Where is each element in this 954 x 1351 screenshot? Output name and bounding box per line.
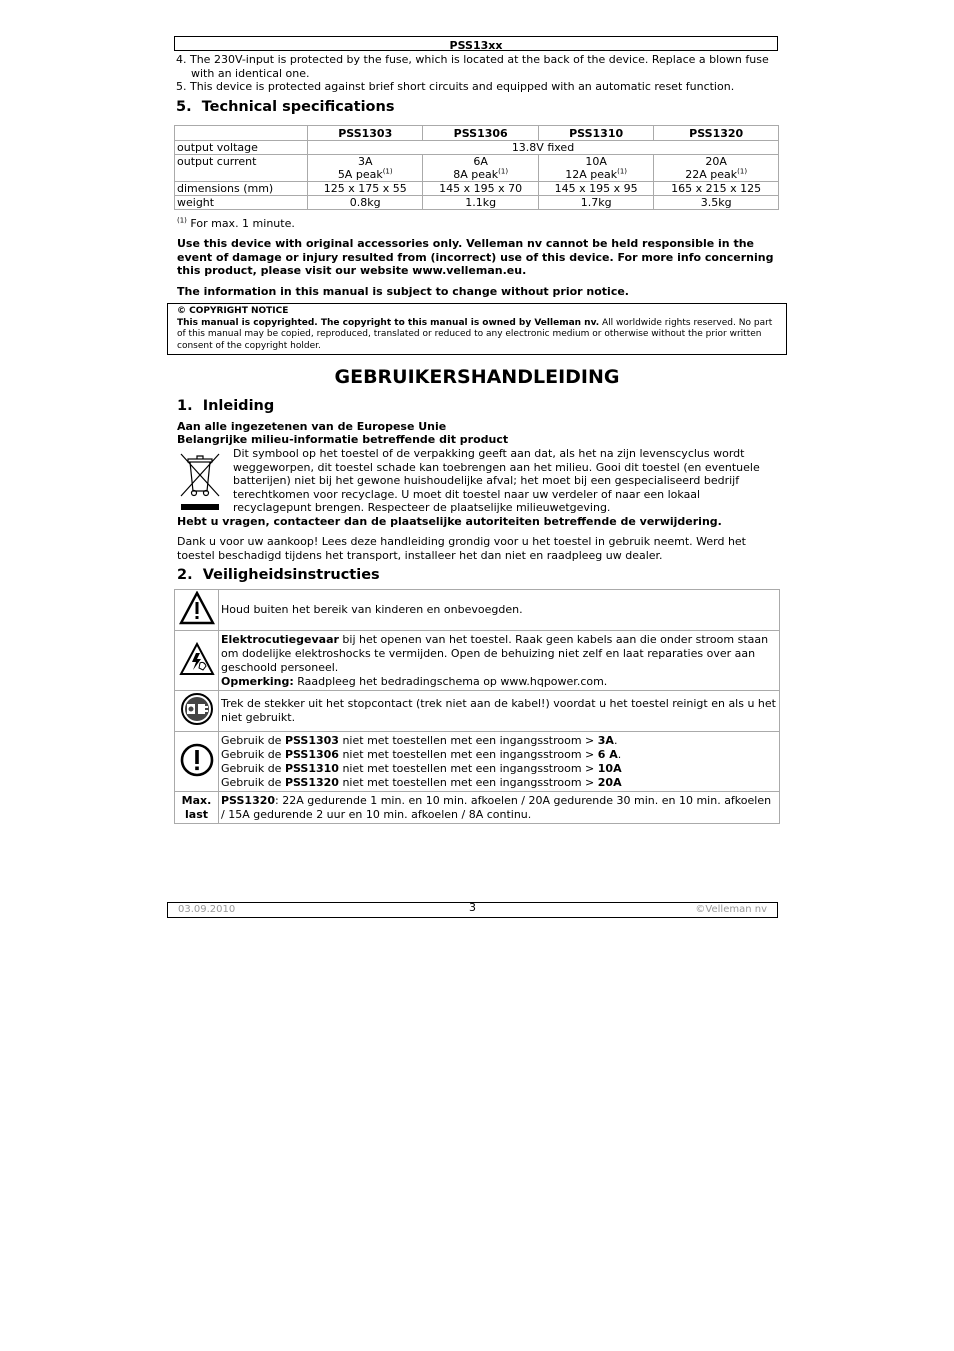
note-4: 4. The 230V-input is protected by the fuse, which is located at the back of the device. Replace a blown fuse with an identical one.: [176, 53, 769, 80]
inleiding-contact: Hebt u vragen, contacteer dan de plaatselijke autoriteiten betreffende de verwijdering.: [177, 515, 722, 528]
document-header: [174, 36, 778, 51]
table-header: PSS1303: [308, 126, 423, 141]
change-notice: The information in this manual is subject to change without prior notice.: [177, 285, 629, 298]
max-load-label: Max. last: [175, 792, 219, 824]
table-cell: 10A 12A peak$^{(1)}$: [538, 155, 653, 182]
exclamation-circle-icon: [179, 768, 215, 781]
usage-line: Gebruik de PSS1303 niet met toestellen met een ingangsstroom > 3A.: [221, 733, 618, 747]
table-cell: [175, 691, 219, 732]
inleiding-sub1: Aan alle ingezetenen van de Europese Unie: [177, 420, 447, 433]
table-row: [175, 590, 780, 631]
table-cell: 165 x 215 x 125: [654, 182, 779, 196]
manual-title: GEBRUIKERSHANDLEIDING: [334, 366, 620, 388]
inleiding-sub2: Belangrijke milieu-informatie betreffende dit product: [177, 433, 509, 446]
table-cell: 13.8V fixed: [308, 141, 779, 155]
table-row: [175, 792, 780, 824]
table-cell: 145 x 195 x 70: [423, 182, 538, 196]
row-label: dimensions (mm): [175, 182, 308, 196]
unplug-icon: [180, 716, 214, 729]
copyright-title: © COPYRIGHT NOTICE: [177, 306, 289, 316]
table-header: PSS1306: [423, 126, 538, 141]
electric-shock-icon: [179, 666, 215, 679]
usage-line: Gebruik de PSS1306 niet met toestellen met een ingangsstroom > 6 A.: [221, 747, 622, 761]
table-row: [175, 182, 779, 196]
table-row: [175, 732, 780, 792]
table-header: PSS1320: [654, 126, 779, 141]
row-label: output current: [175, 155, 308, 182]
section-technical-specifications: 5. Technical specifications: [176, 99, 395, 115]
table-cell: [175, 631, 219, 691]
copyright-notice: [167, 303, 787, 355]
table-cell: PSS1320: 22A gedurende 1 min. en 10 min. afkoelen / 20A gedurende 30 min. en 10 min. afkoelen / 15A gedurende 2 uur en 10 min. afkoelen / 8A continu.: [219, 792, 780, 824]
table-cell: 20A 22A peak$^{(1)}$: [654, 155, 779, 182]
safety-table: [174, 589, 780, 824]
table-row: [175, 126, 779, 141]
table-row: [175, 141, 779, 155]
table-cell: [219, 732, 780, 792]
table-cell: 1.1kg: [423, 196, 538, 210]
table-cell: Houd buiten het bereik van kinderen en onbevoegden.: [219, 590, 780, 631]
table-cell: 145 x 195 x 95: [538, 182, 653, 196]
usage-line: Gebruik de PSS1320 niet met toestellen met een ingangsstroom > 20A: [221, 775, 622, 789]
row-label: weight: [175, 196, 308, 210]
table-cell: 3.5kg: [654, 196, 779, 210]
table-cell: 125 x 175 x 55: [308, 182, 423, 196]
table-cell: 3A 5A peak$^{(1)}$: [308, 155, 423, 182]
table-header: [175, 126, 308, 141]
inleiding-thanks: Dank u voor uw aankoop! Lees deze handleiding grondig voor u het toestel in gebruik neemt. Werd het toestel beschadigd tijdens het transport, installeer het dan niet en raadpleeg uw dealer.: [177, 535, 746, 562]
table-cell: [175, 732, 219, 792]
table-row: [175, 196, 779, 210]
table-cell: Elektrocutiegevaar bij het openen van het toestel. Raak geen kabels aan die onder stroom staan om dodelijke elektroshocks te vermijden. Open de behuizing niet zelf en laat reparaties over aan geschoold personeel. Opmerking: Raadpleeg het bedradingschema op www.hqpower.com.: [219, 631, 780, 691]
accessories-warning: Use this device with original accessories only. Velleman nv cannot be held responsible in the event of damage or injury resulted from (incorrect) use of this device. For more info concerning this product, please visit our website www.velleman.eu.: [177, 237, 774, 277]
footer-company: ©Velleman nv: [695, 904, 767, 915]
footer-page-number: 3: [469, 901, 476, 914]
spec-table: [174, 125, 779, 210]
table-cell: Trek de stekker uit het stopcontact (trek niet aan de kabel!) voordat u het toestel reinigt en als u het niet gebruikt.: [219, 691, 780, 732]
warning-triangle-icon: [179, 615, 215, 628]
spec-footnote: $^{(1)}$ For max. 1 minute.: [177, 216, 295, 230]
header-model: PSS13xx: [449, 39, 503, 52]
table-cell: 0.8kg: [308, 196, 423, 210]
section-inleiding: 1. Inleiding: [177, 398, 275, 414]
footer-date: 03.09.2010: [178, 904, 236, 915]
copyright-text: This manual is copyrighted. The copyright to this manual is owned by Velleman nv. All worldwide rights reserved. No part of this manual may be copied, reproduced, translated or reduced to any electronic medium or otherwise without the prior written consent of the copyright holder.: [177, 317, 773, 351]
page-footer: [167, 902, 778, 918]
table-row: [175, 155, 779, 182]
inleiding-body: Dit symbool op het toestel of de verpakking geeft aan dat, als het na zijn levenscyclus wordt weggeworpen, dit toestel schade kan toebrengen aan het milieu. Gooi dit toestel (en eventuele batterijen) niet bij het gewone huishoudelijke afval; het moet bij een gespecialiseerd bedrijf terechtkomen voor recyclage. U moet dit toestel naar uw verdeler of naar een lokaal recyclagepunt brengen. Respecteer de plaatselijke milieuwetgeving.: [233, 447, 760, 514]
table-row: [175, 691, 780, 732]
numbered-notes: [176, 53, 776, 94]
section-veiligheid: 2. Veiligheidsinstructies: [177, 567, 380, 583]
row-label: output voltage: [175, 141, 308, 155]
table-cell: [175, 590, 219, 631]
note-5: 5. This device is protected against brief short circuits and equipped with an automatic reset function.: [176, 80, 735, 93]
table-header: PSS1310: [538, 126, 653, 141]
table-cell: 6A 8A peak$^{(1)}$: [423, 155, 538, 182]
table-cell: 1.7kg: [538, 196, 653, 210]
usage-line: Gebruik de PSS1310 niet met toestellen met een ingangsstroom > 10A: [221, 761, 622, 775]
table-row: [175, 631, 780, 691]
weee-bin-icon: [178, 449, 222, 511]
